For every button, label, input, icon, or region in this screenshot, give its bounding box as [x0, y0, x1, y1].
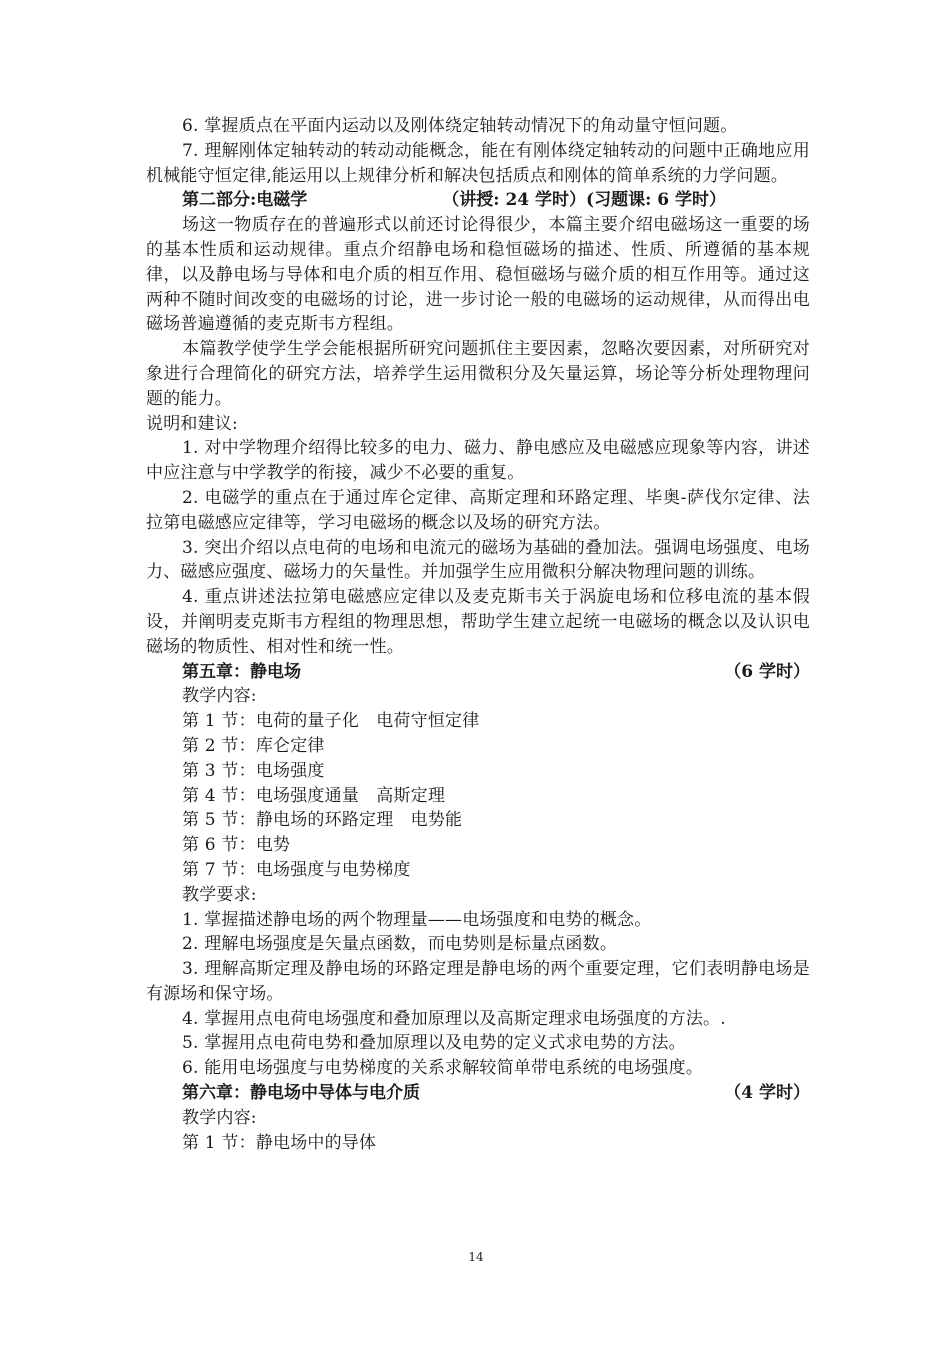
part2-intro: 场这一物质存在的普遍形式以前还讨论得很少，本篇主要介绍电磁场这一重要的场的基本性质和运动规律。重点介绍静电场和稳恒磁场的描述、性质、所遵循的基本规律，以及静电场与导体和电介质的相互作用、稳恒磁场与磁介质的相互作用等。通过这两种不随时间改变的电磁场的讨论，进一步讨论一般的电磁场的运动规律，从而得出电磁场普遍遵循的麦克斯韦方程组。: [146, 215, 810, 335]
paragraph-item-6: 6. 掌握质点在平面内运动以及刚体绕定轴转动情况下的角动量守恒问题。: [182, 116, 738, 136]
notes-label: 说明和建议:: [146, 413, 238, 434]
part2-goal: 本篇教学使学生学会能根据所研究问题抓住主要因素，忽略次要因素，对所研究对象进行合理简化的研究方法，培养学生运用微积分及矢量运算，场论等分析处理物理问题的能力。: [146, 339, 810, 409]
requirement-item: 1. 掌握描述静电场的两个物理量——电场强度和电势的概念。: [182, 909, 652, 930]
page-number: 14: [468, 1250, 484, 1264]
note-2: 2. 电磁学的重点在于通过库仑定律、高斯定理和环路定理、毕奥-萨伐尔定律、法拉第电磁感应定律等，学习电磁场的概念以及场的研究方法。: [146, 487, 810, 533]
requirement-item: 6. 能用电场强度与电势梯度的关系求解较简单带电系统的电场强度。: [182, 1058, 704, 1079]
chapter6-heading: [146, 1081, 810, 1106]
content-label: 教学内容:: [182, 686, 257, 707]
part2-title: 第二部分:电磁学: [182, 190, 308, 211]
chapter5-title: 第五章：静电场: [182, 661, 301, 682]
requirements-label: 教学要求:: [182, 884, 257, 905]
part2-heading: [146, 188, 810, 213]
requirement-item: 3. 理解高斯定理及静电场的环路定理是静电场的两个重要定理，它们表明静电场是有源场和保守场。: [146, 959, 810, 1004]
chapter5-heading: [146, 660, 810, 685]
chapter6-content-label: 教学内容:: [182, 1107, 257, 1128]
note-1: 1. 对中学物理介绍得比较多的电力、磁力、静电感应及电磁感应现象等内容，讲述中应注意与中学教学的衔接，减少不必要的重复。: [146, 438, 810, 484]
chapter5-hours: （6 学时）: [724, 661, 810, 682]
section-item: 第 6 节：电势: [182, 835, 291, 856]
section-item: 第 1 节：电荷的量子化 电荷守恒定律: [182, 711, 480, 732]
section-item: 第 5 节：静电场的环路定理 电势能: [182, 810, 463, 831]
part2-hours: （讲授: 24 学时）(习题课: 6 学时）: [442, 190, 727, 211]
requirement-item: 5. 掌握用点电荷电势和叠加原理以及电势的定义式求电势的方法。: [182, 1033, 686, 1054]
section-item: 第 1 节：静电场中的导体: [182, 1132, 377, 1153]
section-item: 第 2 节：库仑定律: [182, 735, 325, 756]
chapter6-title: 第六章：静电场中导体与电介质: [182, 1083, 420, 1104]
chapter6-hours: （4 学时）: [724, 1083, 810, 1104]
note-4: 4. 重点讲述法拉第电磁感应定律以及麦克斯韦关于涡旋电场和位移电流的基本假设，并阐明麦克斯韦方程组的物理思想，帮助学生建立起统一电磁场的概念以及认识电磁场的物质性、相对性和统一性。: [146, 587, 810, 657]
page-body: [146, 114, 810, 1155]
section-item: 第 7 节：电场强度与电势梯度: [182, 859, 411, 880]
paragraph-item-7: 7. 理解刚体定轴转动的转动动能概念，能在有刚体绕定轴转动的问题中正确地应用机械能守恒定律,能运用以上规律分析和解决包括质点和刚体的简单系统的力学问题。: [146, 140, 810, 186]
requirement-item: 4. 掌握用点电荷电场强度和叠加原理以及高斯定理求电场强度的方法。.: [182, 1008, 726, 1029]
requirement-item: 2. 理解电场强度是矢量点函数，而电势则是标量点函数。: [182, 934, 618, 955]
section-item: 第 3 节：电场强度: [182, 760, 325, 781]
note-3: 3. 突出介绍以点电荷的电场和电流元的磁场为基础的叠加法。强调电场强度、电场力、磁感应强度、磁场力的矢量性。并加强学生应用微积分解决物理问题的训练。: [146, 537, 810, 583]
section-item: 第 4 节：电场强度通量 高斯定理: [182, 785, 446, 806]
